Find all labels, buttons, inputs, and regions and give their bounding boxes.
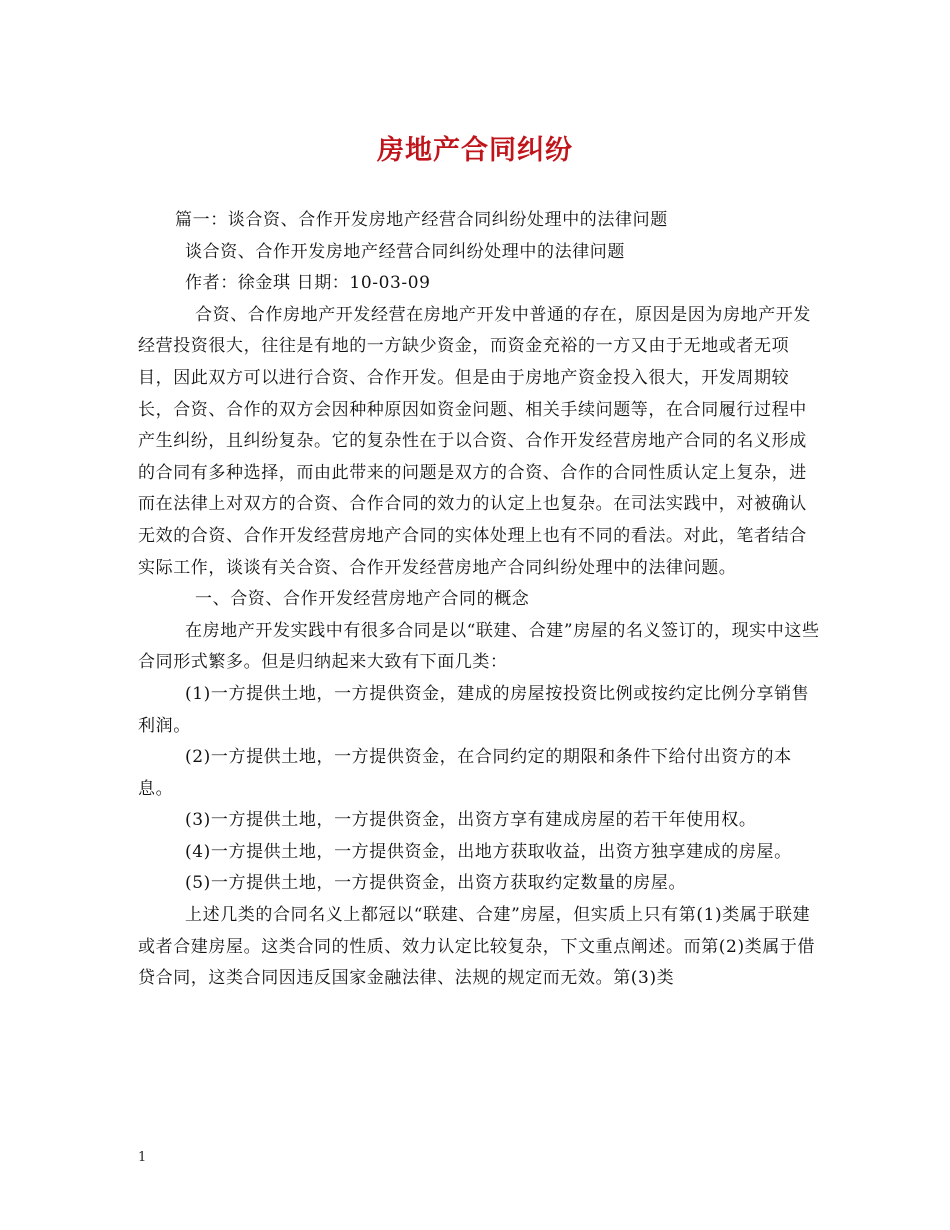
paragraph-contract-types-intro: 在房地产开发实践中有很多合同是以“联建、合建”房屋的名义签订的，现实中这些合同形式繁多。但是归纳起来大致有下面几类：: [138, 620, 820, 673]
paragraph-heading-concept: 一、合资、合作开发经营房地产合同的概念: [195, 589, 530, 610]
list-item-type-4: (4)一方提供土地，一方提供资金，出地方获取收益，出资方独享建成的房屋。: [185, 841, 792, 862]
paragraph-intro: 合资、合作房地产开发经营在房地产开发中普通的存在，原因是因为房地产开发经营投资很大，往往是有地的一方缺少资金，而资金充裕的一方又由于无地或者无项目，因此双方可以进行合资、合作开发。但是由于房地产资金投入很大，开发周期较长，合资、合作的双方会因种种原因如资金问题、相关手续问题等，在合同履行过程中产生纠纷，且纠纷复杂。它的复杂性在于以合资、合作开发经营房地产合同的名义形成的合同有多种选择，而由此带来的问题是双方的合资、合作的合同性质认定上复杂，进而在法律上对双方的合资、合作合同的效力的认定上也复杂。在司法实践中，对被确认无效的合资、合作开发经营房地产合同的实体处理上也有不同的看法。对此，笔者结合实际工作，谈谈有关合资、合作开发经营房地产合同纠纷处理中的法律问题。: [138, 304, 811, 578]
paragraph-analysis: 上述几类的合同名义上都冠以“联建、合建”房屋，但实质上只有第(1)类属于联建或者合建房屋。这类合同的性质、效力认定比较复杂，下文重点阐述。而第(2)类属于借贷合同，这类合同因违反国家金融法律、法规的规定而无效。第(3)类: [138, 905, 816, 989]
paragraph-section-heading: 篇一：谈合资、合作开发房地产经营合同纠纷处理中的法律问题: [175, 210, 668, 230]
paragraph-author-date: 作者：徐金琪 日期：10-03-09: [185, 273, 431, 294]
list-item-type-5: (5)一方提供土地，一方提供资金，出资方获取约定数量的房屋。: [185, 873, 687, 894]
page-number: 1: [138, 1150, 147, 1165]
paragraph-article-title: 谈合资、合作开发房地产经营合同纠纷处理中的法律问题: [185, 241, 625, 262]
document-body: [138, 205, 822, 995]
list-item-type-3: (3)一方提供土地，一方提供资金，出资方享有建成房屋的若干年使用权。: [185, 810, 757, 831]
document-title: 房地产合同纠纷: [377, 135, 573, 166]
list-item-type-1: (1)一方提供土地，一方提供资金，建成的房屋按投资比例或按约定比例分享销售利润。: [138, 683, 810, 736]
list-item-type-2: (2)一方提供土地，一方提供资金，在合同约定的期限和条件下给付出资方的本息。: [138, 747, 792, 799]
